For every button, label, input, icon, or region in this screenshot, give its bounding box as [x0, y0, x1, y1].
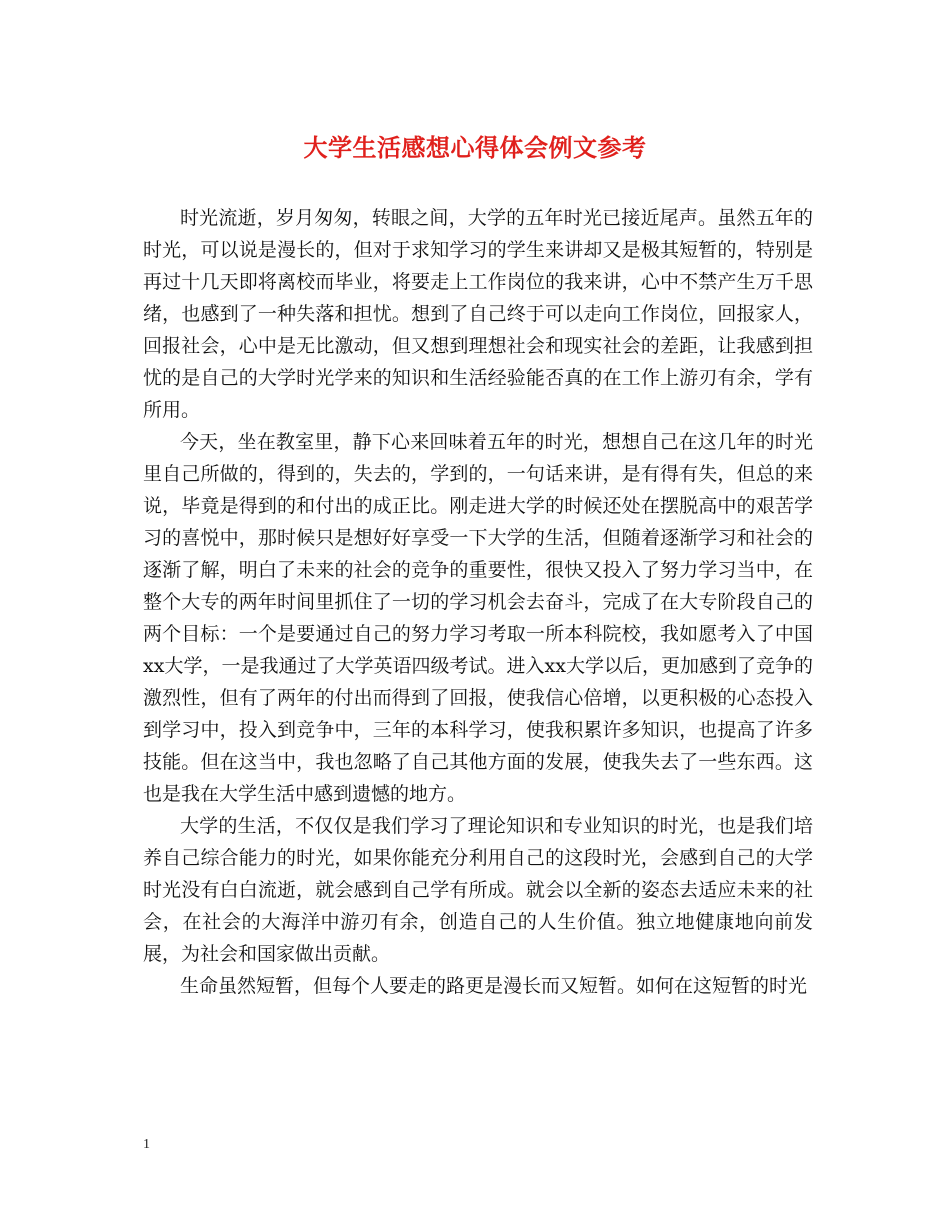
- paragraph: 时光流逝，岁月匆匆，转眼之间，大学的五年时光已接近尾声。虽然五年的时光，可以说是漫长的，但对于求知学习的学生来讲却又是极其短暂的，特别是再过十几天即将离校而毕业，将要走上工作岗位的我来讲，心中不禁产生万千思绪，也感到了一种失落和担忧。想到了自己终于可以走向工作岗位，回报家人，回报社会，心中是无比激动，但又想到理想社会和现实社会的差距，让我感到担忧的是自己的大学时光学来的知识和生活经验能否真的在工作上游刃有余，学有所用。: [143, 207, 813, 421]
- paragraph: 生命虽然短暂，但每个人要走的路更是漫长而又短暂。如何在这短暂的时光: [180, 975, 808, 997]
- paragraph: 今天，坐在教室里，静下心来回味着五年的时光，想想自己在这几年的时光里自己所做的，得到的，失去的，学到的，一句话来讲，是有得有失，但总的来说，毕竟是得到的和付出的成正比。刚走进大学的时候还处在摆脱高中的艰苦学习的喜悦中，那时候只是想好好享受一下大学的生活，但随着逐渐学习和社会的逐渐了解，明白了未来的社会的竞争的重要性，很快又投入了努力学习当中，在整个大专的两年时间里抓住了一切的学习机会去奋斗，完成了在大专阶段自己的两个目标：一个是要通过自己的努力学习考取一所本科院校，我如愿考入了中国xx大学，一是我通过了大学英语四级考试。进入xx大学以后，更加感到了竞争的激烈性，但有了两年的付出而得到了回报，使我信心倍增，以更积极的心态投入到学习中，投入到竞争中，三年的本科学习，使我积累许多知识，也提高了许多技能。但在这当中，我也忽略了自己其他方面的发展，使我失去了一些东西。这也是我在大学生活中感到遗憾的地方。: [143, 431, 813, 805]
- page-number: 1: [143, 1137, 150, 1152]
- document-body: [143, 202, 813, 1002]
- paragraph: 大学的生活，不仅仅是我们学习了理论知识和专业知识的时光，也是我们培养自己综合能力的时光，如果你能充分利用自己的这段时光，会感到自己的大学时光没有白白流逝，就会感到自己学有所成。就会以全新的姿态去适应未来的社会，在社会的大海洋中游刃有余，创造自己的人生价值。独立地健康地向前发展，为社会和国家做出贡献。: [143, 815, 813, 965]
- document-title: 大学生活感想心得体会例文参考: [303, 133, 647, 162]
